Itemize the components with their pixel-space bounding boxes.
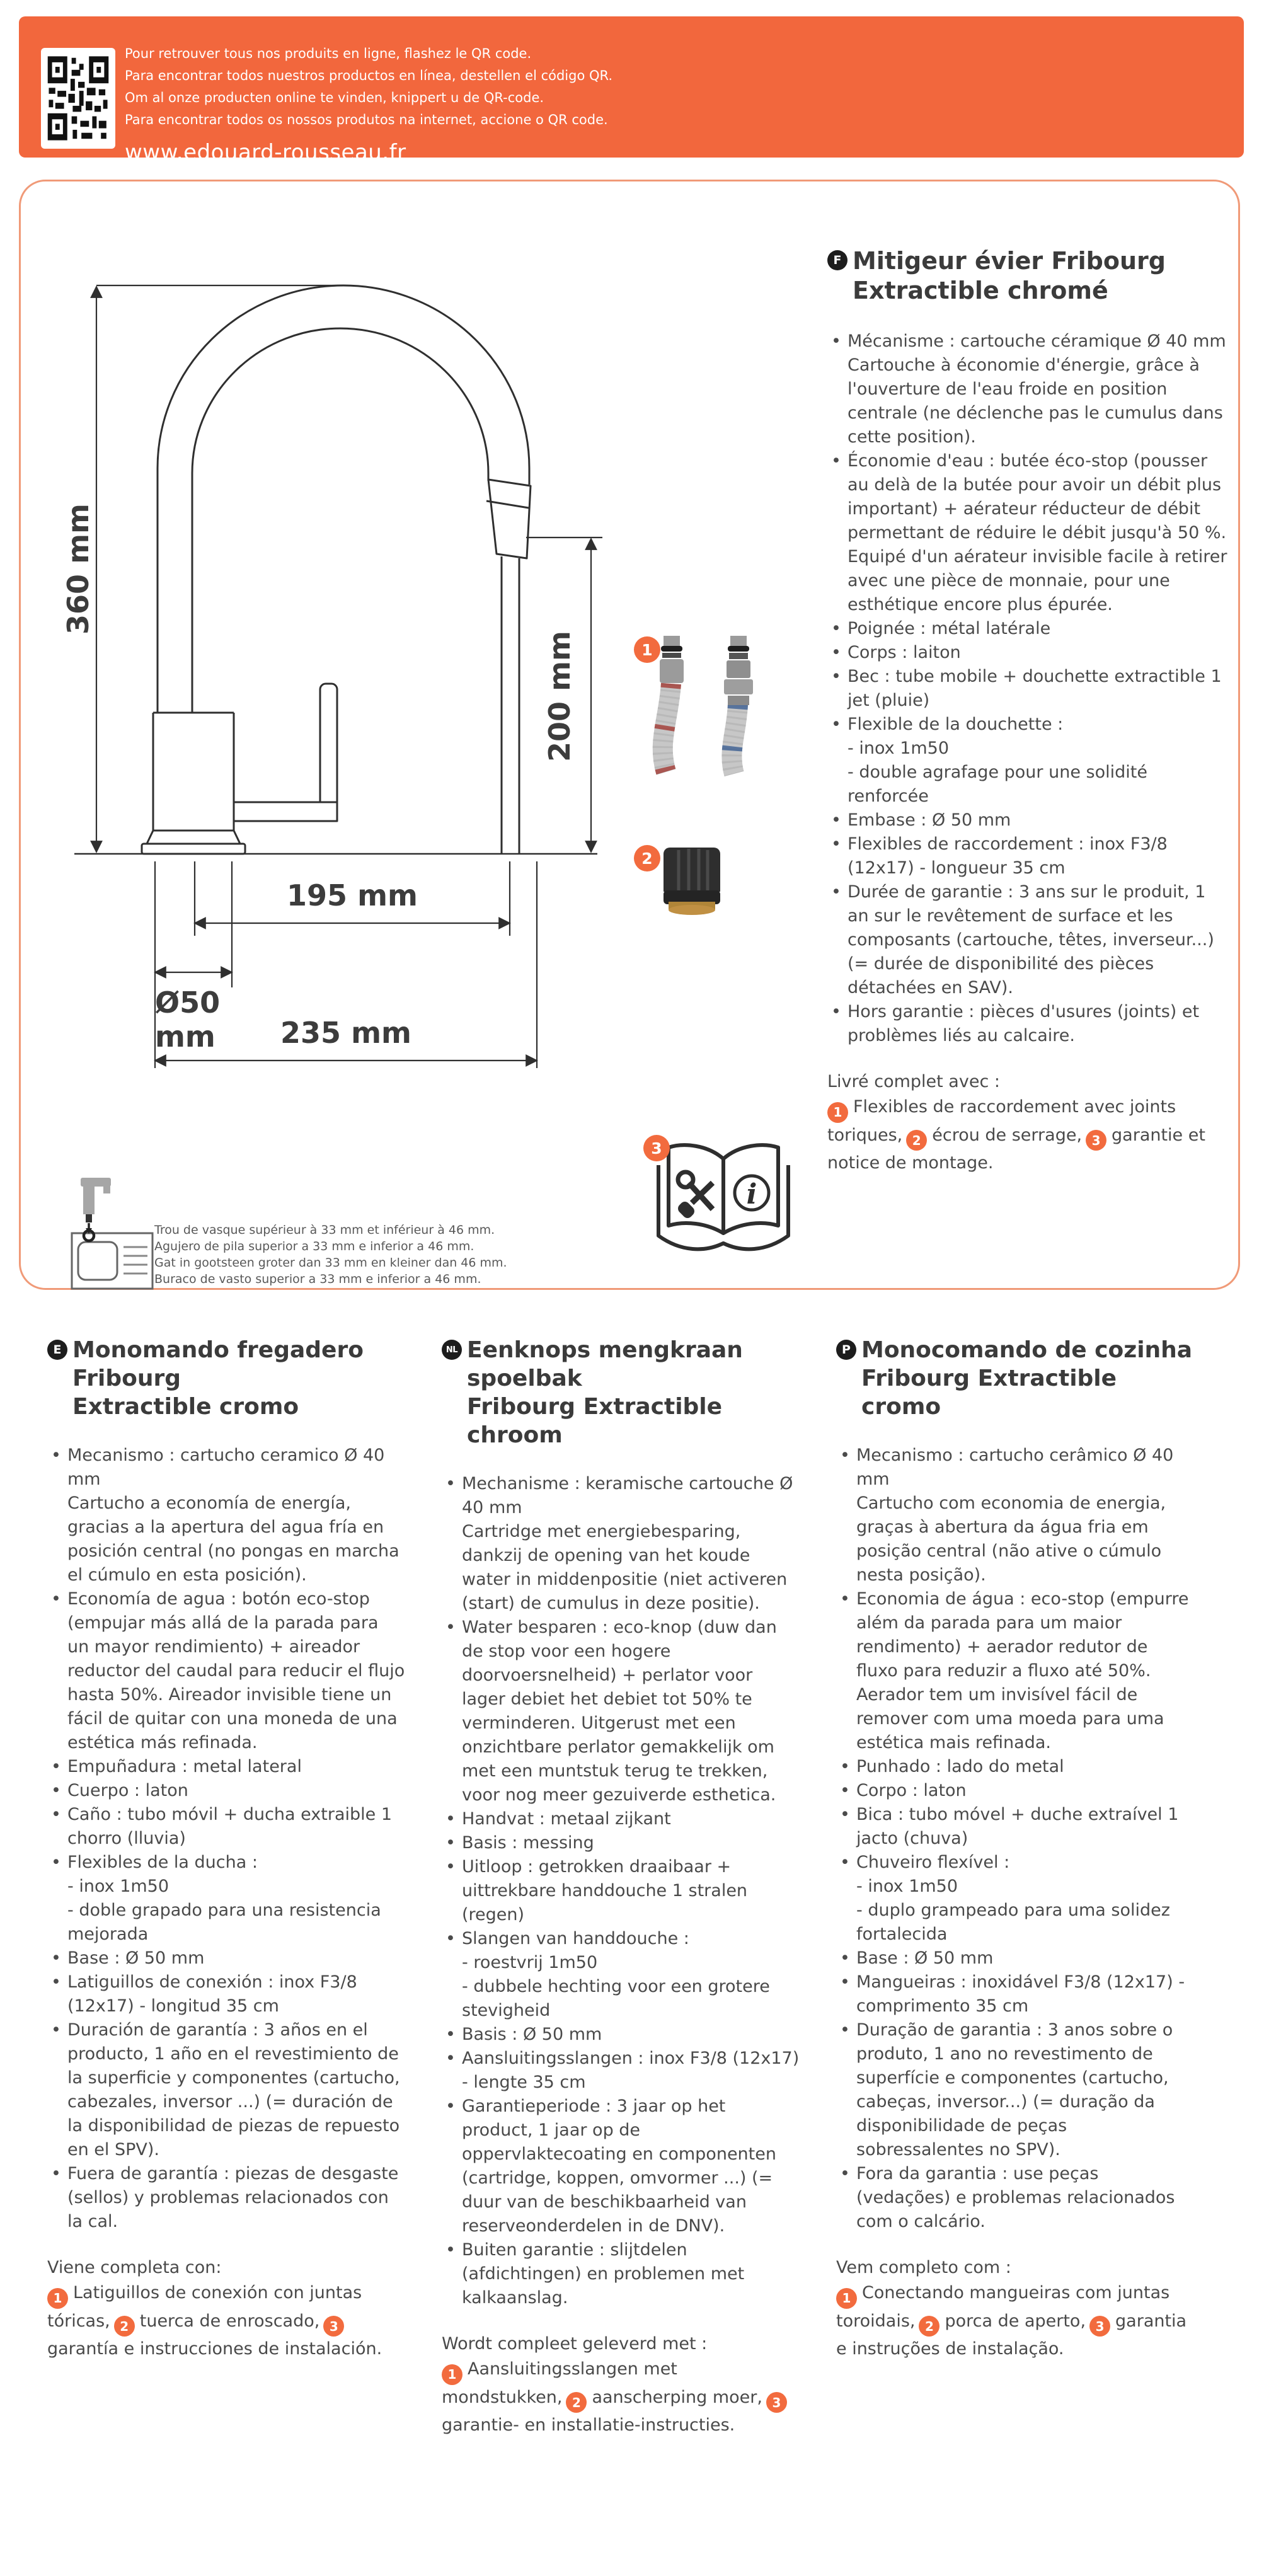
spray-head bbox=[488, 480, 531, 558]
delivery-part: 1 Latiguillos de conexión con juntas tóricas, bbox=[47, 2283, 362, 2331]
delivery-part: 1 Flexibles de raccordement avec joints toriques, bbox=[827, 1097, 1176, 1145]
feature-subline: - double agrafage pour une solidité renforcée bbox=[847, 762, 1147, 806]
feature-item: • Flexible de la douchette : - inox 1m50 - double agrafage pour une solidité renforcée bbox=[827, 713, 1231, 808]
hole-size-notes bbox=[154, 1222, 646, 1287]
feature-list-fr bbox=[827, 330, 1231, 1048]
feature-subline: - inox 1m50 bbox=[847, 739, 950, 758]
delivery-part: 1 Aansluitingsslangen met mondstukken, bbox=[442, 2359, 677, 2407]
qr-code bbox=[41, 48, 115, 149]
header-lines bbox=[125, 43, 612, 131]
manual-book-icon bbox=[658, 1145, 788, 1249]
faucet-pictogram bbox=[81, 1178, 111, 1214]
feature-item: • Poignée : métal latérale bbox=[827, 617, 1231, 641]
feature-item: • Embase : Ø 50 mm bbox=[827, 808, 1231, 832]
language-column bbox=[442, 1336, 800, 2438]
hole-size-note-line: Trou de vasque supérieur à 33 mm et inférieur à 46 mm. bbox=[154, 1223, 495, 1237]
faucet-outline bbox=[142, 285, 531, 854]
feature-item: • Buiten garantie : slijtdelen (afdichtingen) en problemen met kalkaanslag. bbox=[442, 2238, 800, 2310]
header-text bbox=[125, 43, 612, 165]
delivery-part: 2 écrou de serrage, bbox=[906, 1125, 1082, 1145]
feature-item: • Flexibles de raccordement : inox F3/8 (12x17) - longueur 35 cm bbox=[827, 832, 1231, 880]
feature-list bbox=[47, 1444, 405, 2234]
delivery-contents: Viene completa con: 1 Latiguillos de conexión con juntas tóricas, 2 tuerca de enroscado, 3garantía e instrucciones de instalación. bbox=[47, 2258, 382, 2359]
header-line: Om al onze producten online te vinden, knippert u de QR-code. bbox=[125, 90, 544, 105]
info-glyph: i bbox=[746, 1178, 757, 1210]
dim-height-label: 360 mm bbox=[61, 503, 95, 635]
part-number-badge: 2 bbox=[566, 2392, 587, 2413]
feature-item: • Mecanismo : cartucho ceramico Ø 40 mm Cartucho a economía de energía, gracias a la apertura del agua fría en posición central (no pongas en marcha el cúmulo en esta posición). bbox=[47, 1444, 405, 1587]
feature-subline: - roestvrij 1m50 bbox=[462, 1953, 598, 1972]
language-badge: NL bbox=[442, 1340, 462, 1360]
part-number-badge: 3 bbox=[323, 2316, 344, 2337]
product-card bbox=[19, 180, 1240, 1290]
feature-item: • Empuñadura : metal lateral bbox=[47, 1755, 405, 1779]
language-columns bbox=[47, 1336, 1219, 2438]
feature-item: • Mecanismo : cartucho cerâmico Ø 40 mm Cartucho com economia de energia, graças à abertura da água fria em posição central (não ative o cúmulo nesta posição). bbox=[836, 1444, 1194, 1587]
feature-item: • Economía de agua : botón eco-stop (empujar más allá de la parada para un mayor rendimiento) + aireador reductor del caudal para reducir el flujo hasta 50%. Aireador invisible tiene un fácil de quitar con una moneda de una estética más refinada. bbox=[47, 1587, 405, 1755]
delivery-part: 3garantie- en installatie-instructies. bbox=[442, 2388, 792, 2435]
product-title-fr: Mitigeur évier Fribourg Extractible chromé bbox=[853, 247, 1166, 304]
product-title: Monocomando de cozinha Fribourg Extractible cromo bbox=[861, 1337, 1193, 1420]
delivery-part: 3 garantie et notice de montage. bbox=[827, 1125, 1205, 1173]
feature-subline: - inox 1m50 bbox=[67, 1877, 169, 1896]
feature-item: • Fuera de garantía : piezas de desgaste (sellos) y problemas relacionados con la cal. bbox=[47, 2162, 405, 2234]
feature-item: • Durée de garantie : 3 ans sur le produit, 1 an sur le revêtement de surface et les composants (cartouche, têtes, inverseur...) (= durée de disponibilité des pièces détachées en SAV). bbox=[827, 880, 1231, 1000]
section-french-header bbox=[827, 246, 1231, 306]
feature-item: • Garantieperiode : 3 jaar op het product, 1 jaar op de oppervlaktecoating en componenten (cartridge, koppen, omvormer ...) (= duur van de beschikbaarheid van reserveonderdelen in de DNV). bbox=[442, 2095, 800, 2238]
part-number-badge: 1 bbox=[836, 2288, 857, 2309]
column-header bbox=[442, 1336, 800, 1449]
column-header bbox=[47, 1336, 405, 1421]
feature-subline: Cartouche à économie d'énergie, grâce à l'ouverture de l'eau froide en position centrale (ne déclenche pas le cumulus dans cette position). bbox=[847, 355, 1223, 447]
feature-item: • Base : Ø 50 mm bbox=[836, 1946, 1194, 1970]
dim-reach-label: 195 mm bbox=[287, 878, 418, 912]
section-french bbox=[827, 246, 1231, 1176]
feature-item: • Basis : messing bbox=[442, 1831, 800, 1855]
feature-item: • Corpo : laton bbox=[836, 1779, 1194, 1803]
delivery-contents: Vem completo com : 1 Conectando mangueiras com juntas toroidais, 2 porca de aperto, 3 garantia e instruções de instalação. bbox=[836, 2258, 1187, 2359]
language-badge: P bbox=[836, 1340, 856, 1360]
delivery-part: 2 porca de aperto, bbox=[919, 2311, 1086, 2331]
feature-item: • Slangen van handdouche : - roestvrij 1m50 - dubbele hechting voor een grotere stevigheid bbox=[442, 1927, 800, 2023]
nut-photo bbox=[664, 848, 720, 915]
feature-subline: Cartucho com economia de energia, graças à abertura da água fria em posição central (não ative o cúmulo nesta posição). bbox=[856, 1493, 1166, 1585]
feature-subline: - doble grapado para una resistencia mejorada bbox=[67, 1900, 381, 1944]
feature-item: • Caño : tubo móvil + ducha extraible 1 chorro (lluvia) bbox=[47, 1803, 405, 1851]
feature-item: • Handvat : metaal zijkant bbox=[442, 1807, 800, 1831]
delivery-part: 2 tuerca de enroscado, bbox=[114, 2311, 320, 2331]
language-badge: E bbox=[47, 1340, 67, 1360]
feature-subline: - inox 1m50 bbox=[856, 1877, 958, 1896]
part-number-badge: 2 bbox=[114, 2316, 135, 2337]
feature-item: • Mécanisme : cartouche céramique Ø 40 mm Cartouche à économie d'énergie, grâce à l'ouverture de l'eau froide en position centrale (ne déclenche pas le cumulus dans cette position). bbox=[827, 330, 1231, 449]
hole-size-note-line: Buraco de vasto superior a 33 mm e inferior a 46 mm. bbox=[154, 1272, 481, 1286]
language-column bbox=[47, 1336, 405, 2438]
item-badge-2: 2 bbox=[634, 845, 660, 871]
header-band bbox=[19, 16, 1244, 165]
item-badge-3: 3 bbox=[643, 1135, 670, 1161]
technical-drawing bbox=[40, 216, 638, 1098]
feature-item: • Water besparen : eco-knop (duw dan de stop voor een hogere doorvoersnelheid) + perlator voor lager debiet het debiet tot 50% te verminderen. Uitgerust met een onzichtbare perlator gemakkelijk om met een muntstuk terug te trekken, voor nog meer gezuiverde esthetica. bbox=[442, 1616, 800, 1807]
feature-item: • Punhado : lado do metal bbox=[836, 1755, 1194, 1779]
dimension-lines bbox=[96, 285, 602, 1068]
feature-item: • Bica : tubo móvel + duche extraível 1 jacto (chuva) bbox=[836, 1803, 1194, 1851]
feature-subline: - duplo grampeado para uma solidez fortalecida bbox=[856, 1900, 1170, 1944]
handle-arm bbox=[234, 802, 337, 821]
feature-item: • Fora da garantia : use peças (vedações) e problemas relacionados com o calcário. bbox=[836, 2162, 1194, 2234]
product-title: Monomando fregadero Fribourg Extractible cromo bbox=[72, 1337, 364, 1420]
feature-item: • Basis : Ø 50 mm bbox=[442, 2023, 800, 2047]
hole-size-note-line: Gat in gootsteen groter dan 33 mm en kleiner dan 46 mm. bbox=[154, 1256, 507, 1270]
base-flare bbox=[147, 831, 240, 844]
hoses-photo bbox=[660, 636, 753, 774]
feature-list bbox=[442, 1472, 800, 2310]
handle-lever bbox=[320, 684, 337, 807]
feature-subline: Cartridge met energiebesparing, dankzij de opening van het koude water in middenpositie (niet activeren (start) de cumulus in deze positie). bbox=[462, 1522, 788, 1613]
part-number-badge: 3 bbox=[1086, 1130, 1106, 1151]
feature-item: • Mechanisme : keramische cartouche Ø 40 mm Cartridge met energiebesparing, dankzij de opening van het koude water in middenpositie (niet activeren (start) de cumulus in deze positie). bbox=[442, 1472, 800, 1616]
feature-item: • Chuveiro flexível : - inox 1m50 - duplo grampeado para uma solidez fortalecida bbox=[836, 1851, 1194, 1946]
feature-item: • Économie d'eau : butée éco-stop (pousser au delà de la butée pour avoir un débit plus important) + aérateur réducteur de débit permettant de réduire le débit jusqu'à 50 %. Equipé d'un aérateur invisible facile à retirer avec une pièce de monnaie, pour une esthétique encore plus épurée. bbox=[827, 449, 1231, 617]
feature-item: • Bec : tube mobile + douchette extractible 1 jet (pluie) bbox=[827, 665, 1231, 713]
delivery-part: 1 Conectando mangueiras com juntas toroidais, bbox=[836, 2283, 1170, 2331]
hole-size-note-line: Agujero de pila superior a 33 mm e inferior a 46 mm. bbox=[154, 1239, 474, 1253]
header-line: Pour retrouver tous nos produits en ligne, flashez le QR code. bbox=[125, 46, 532, 61]
feature-subline: - lengte 35 cm bbox=[462, 2073, 586, 2092]
part-number-badge: 2 bbox=[906, 1130, 927, 1151]
qr-code-pattern bbox=[47, 55, 110, 142]
language-badge-fr: F bbox=[827, 250, 847, 270]
part-number-badge: 3 bbox=[766, 2392, 787, 2413]
item-badge-1: 1 bbox=[634, 636, 660, 663]
feature-item: • Corps : laiton bbox=[827, 641, 1231, 665]
feature-item: • Hors garantie : pièces d'usures (joints) et problèmes liés au calcaire. bbox=[827, 1000, 1231, 1048]
part-number-badge: 2 bbox=[919, 2316, 939, 2337]
part-number-badge: 1 bbox=[47, 2288, 68, 2309]
feature-item: • Latiguillos de conexión : inox F3/8 (12x17) - longitud 35 cm bbox=[47, 1970, 405, 2018]
column-header bbox=[836, 1336, 1194, 1421]
feature-item: • Duración de garantía : 3 años en el producto, 1 año en el revestimiento de la superficie y componentes (cartucho, cabezales, inversor ...) (= duración de la disponibilidad de piezas de repuesto en el SPV). bbox=[47, 2018, 405, 2162]
feature-item: • Cuerpo : laton bbox=[47, 1779, 405, 1803]
included-items-photos bbox=[632, 626, 821, 1262]
header-line: Para encontrar todos nuestros productos en línea, destellen el código QR. bbox=[125, 68, 613, 83]
dim-spray-height-label: 200 mm bbox=[543, 631, 577, 762]
feature-subline: Cartucho a economía de energía, gracias a la apertura del agua fría en posición central (no pongas en marcha el cúmulo en esta posición). bbox=[67, 1493, 399, 1585]
feature-item: • Mangueiras : inoxidável F3/8 (12x17) - comprimento 35 cm bbox=[836, 1970, 1194, 2018]
feature-item: • Economia de água : eco-stop (empurre além da parada para um maior rendimento) + aerador redutor de fluxo para reduzir a fluxo até 50%. Aerador tem um invisível fácil de remover com uma moeda para uma estética mais refinada. bbox=[836, 1587, 1194, 1755]
part-number-badge: 1 bbox=[442, 2364, 463, 2385]
part-number-badge: 1 bbox=[827, 1102, 848, 1123]
header-line: Para encontrar todos os nossos produtos na internet, accione o QR code. bbox=[125, 112, 608, 127]
part-number-badge: 3 bbox=[1089, 2316, 1110, 2337]
product-title: Eenknops mengkraan spoelbak Fribourg Extractible chroom bbox=[467, 1337, 743, 1448]
base-plate bbox=[142, 844, 245, 854]
feature-item: • Aansluitingsslangen : inox F3/8 (12x17) - lengte 35 cm bbox=[442, 2047, 800, 2095]
feature-item: • Flexibles de la ducha : - inox 1m50 - doble grapado para una resistencia mejorada bbox=[47, 1851, 405, 1946]
feature-subline: - dubbele hechting voor een grotere stevigheid bbox=[462, 1977, 770, 2020]
delivery-contents: Wordt compleet geleverd met : 1 Aansluitingsslangen met mondstukken, 2 aanscherping moer, 3garantie- en installatie-instructies. bbox=[442, 2332, 800, 2438]
feature-item: • Base : Ø 50 mm bbox=[47, 1946, 405, 1970]
dim-total-width-label: 235 mm bbox=[280, 1016, 411, 1050]
delivery-contents-fr: Livré complet avec : 1 Flexibles de raccordement avec joints toriques, 2 écrou de serrage, 3 garantie et notice de montage. bbox=[827, 1072, 1205, 1173]
dim-base-diameter-label: Ø50 bbox=[155, 986, 221, 1020]
feature-list bbox=[836, 1444, 1194, 2234]
dim-base-diameter-unit: mm bbox=[155, 1020, 215, 1054]
delivery-part: 2 aanscherping moer, bbox=[566, 2388, 762, 2407]
feature-item: • Duração de garantia : 3 anos sobre o produto, 1 ano no revestimento de superfície e componentes (cartucho, cabeças, inversor...) (= duração da disponibilidade de peças sobressalentes no SPV). bbox=[836, 2018, 1194, 2162]
feature-item: • Uitloop : getrokken draaibaar + uittrekbare handdouche 1 stralen (regen) bbox=[442, 1855, 800, 1927]
delivery-part: 3 garantia e instruções de instalação. bbox=[836, 2311, 1187, 2359]
language-column bbox=[836, 1336, 1194, 2438]
sink-hole-pictogram bbox=[68, 1168, 163, 1294]
delivery-part: 3garantía e instrucciones de instalación. bbox=[47, 2311, 382, 2359]
website-url: www.edouard-rousseau.fr bbox=[125, 140, 406, 165]
